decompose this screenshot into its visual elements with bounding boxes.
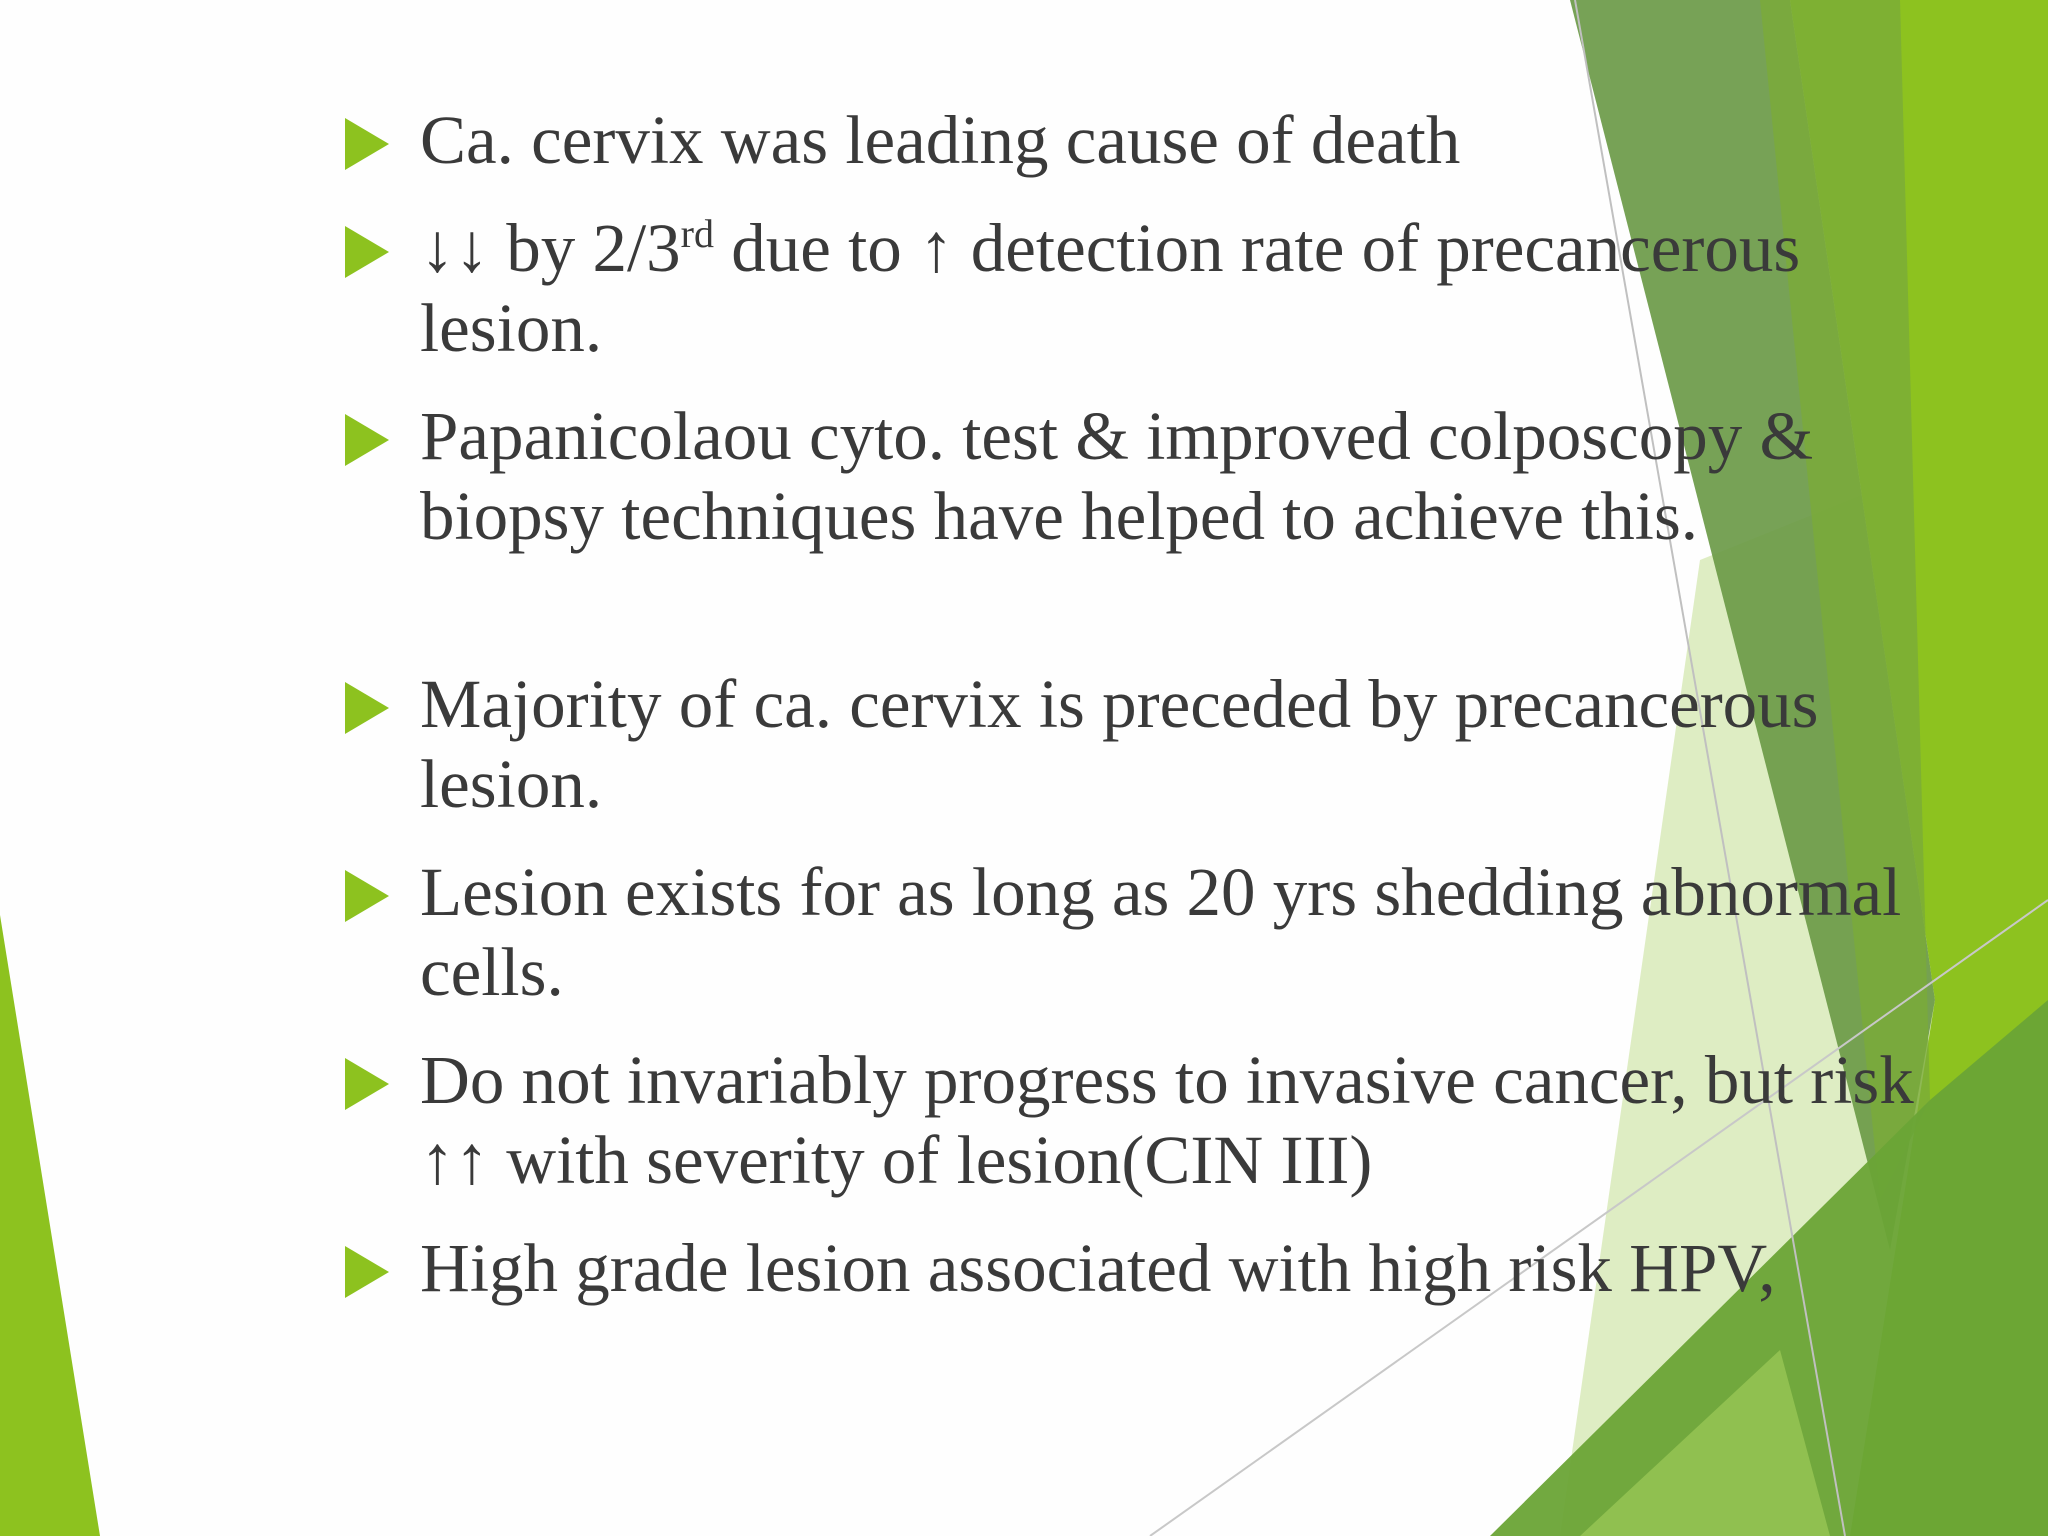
triangle-bullet-icon <box>345 118 389 170</box>
bullet-list <box>340 100 1960 1308</box>
triangle-bullet-icon <box>345 414 389 466</box>
bullet-text-pre: ↓↓ by 2/3 <box>420 210 681 286</box>
bullet-text: Papanicolaou cyto. test & improved colposcopy & biopsy techniques have helped to achieve this. <box>420 398 1814 554</box>
bullet-text-post: due to ↑ detection rate of precancerous lesion. <box>420 210 1801 366</box>
bullet-text: High grade lesion associated with high risk HPV, <box>420 1230 1776 1306</box>
bullet-item <box>340 664 1960 824</box>
triangle-bullet-icon <box>345 870 389 922</box>
left-green-sliver <box>0 915 100 1536</box>
triangle-bullet-icon <box>345 682 389 734</box>
bullet-item <box>340 208 1960 368</box>
bullet-item <box>340 396 1960 556</box>
triangle-bullet-icon <box>345 1058 389 1110</box>
triangle-bullet-icon <box>345 226 389 278</box>
bullet-text: Do not invariably progress to invasive cancer, but risk ↑↑ with severity of lesion(CIN III) <box>420 1042 1914 1198</box>
bullet-text: Majority of ca. cervix is preceded by precancerous lesion. <box>420 666 1819 822</box>
bullet-item <box>340 100 1960 180</box>
bullet-text: Lesion exists for as long as 20 yrs shedding abnormal cells. <box>420 854 1902 1010</box>
triangle-bullet-icon <box>345 1246 389 1298</box>
bullet-item <box>340 1040 1960 1200</box>
bullet-item <box>340 852 1960 1012</box>
bullet-item <box>340 1228 1960 1308</box>
bullet-text-superscript: rd <box>680 211 714 256</box>
bullet-text: Ca. cervix was leading cause of death <box>420 102 1461 178</box>
